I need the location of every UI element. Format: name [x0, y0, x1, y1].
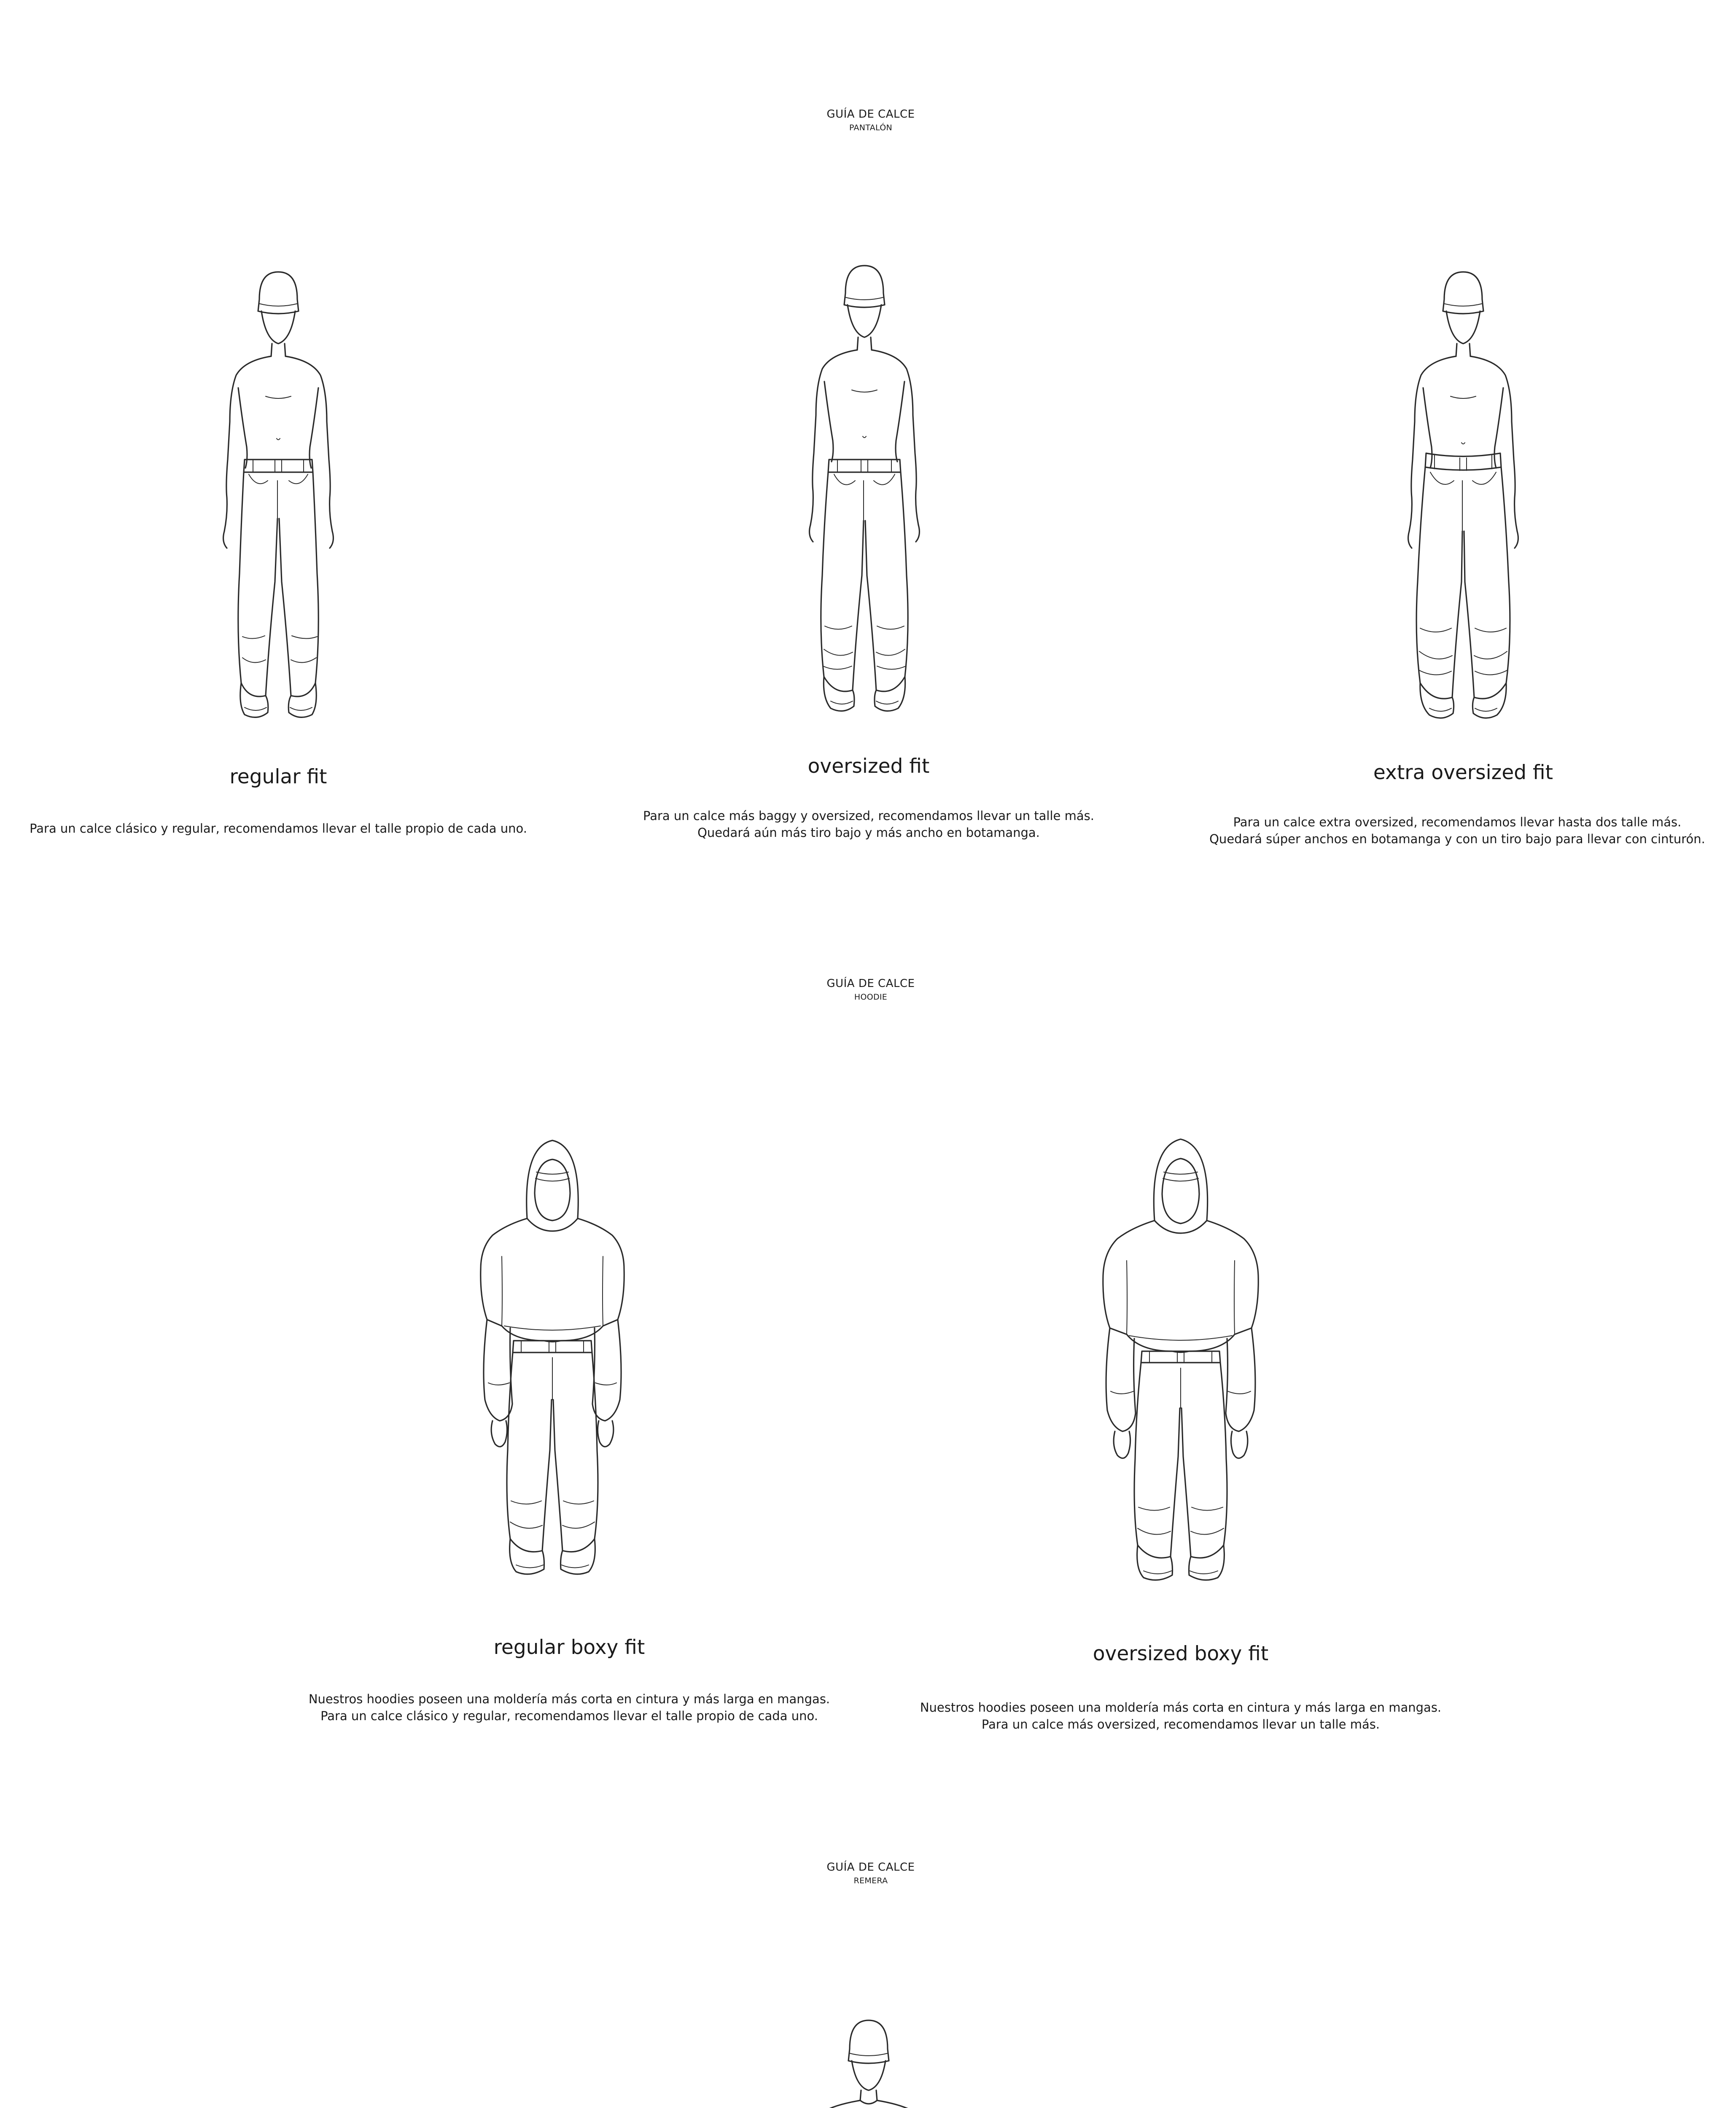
fit-description-regular-boxy-fit — [291, 1691, 848, 1724]
description-line: Nuestros hoodies poseen una moldería más corta en cintura y más larga en mangas. — [308, 1692, 830, 1706]
fit-description-regular-fit — [8, 820, 548, 837]
fit-label-extra-oversized-fit: extra oversized fit — [1373, 761, 1553, 784]
description-line: Para un calce extra oversized, recomendamos llevar hasta dos talle más. — [1233, 815, 1682, 829]
fit-description-oversized-boxy-fit — [902, 1699, 1459, 1733]
description-line: Quedará súper anchos en botamanga y con un tiro bajo para llevar con cinturón. — [1209, 832, 1705, 846]
figure-hoodie-oversized-boxy-fit — [1088, 1130, 1273, 1606]
figure-hoodie-regular-boxy-fit — [464, 1130, 641, 1602]
section-subtitle: REMERA — [853, 1876, 888, 1885]
section-title: GUÍA DE CALCE — [826, 977, 915, 990]
figure-tshirt-regular-fit — [784, 2011, 953, 2108]
section-subtitle: HOODIE — [854, 992, 888, 1002]
figure-pants-oversized-fit — [789, 255, 940, 723]
fit-label-regular-fit: regular fit — [229, 765, 327, 788]
description-line: Nuestros hoodies poseen una moldería más corta en cintura y más larga en mangas. — [920, 1700, 1442, 1715]
fit-label-oversized-boxy-fit: oversized boxy fit — [1093, 1642, 1269, 1665]
section-title: GUÍA DE CALCE — [826, 1861, 915, 1874]
figure-pants-extra-oversized-fit — [1387, 261, 1539, 729]
fit-description-extra-oversized-fit — [1183, 814, 1731, 847]
description-line: Para un calce más oversized, recomendamos llevar un talle más. — [981, 1717, 1380, 1732]
fit-label-regular-boxy-fit: regular boxy fit — [493, 1636, 645, 1659]
section-header-pantalon — [723, 108, 1018, 132]
description-line: Para un calce clásico y regular, recomendamos llevar el talle propio de cada uno. — [30, 821, 527, 836]
section-subtitle: PANTALÓN — [849, 123, 893, 132]
section-header-hoodie — [723, 977, 1018, 1002]
fit-description-oversized-fit — [599, 807, 1138, 841]
description-line: Para un calce clásico y regular, recomendamos llevar el talle propio de cada uno. — [320, 1709, 818, 1723]
figure-pants-regular-fit — [202, 261, 354, 729]
section-header-remera — [723, 1861, 1018, 1885]
section-title: GUÍA DE CALCE — [826, 108, 915, 121]
description-line: Para un calce más baggy y oversized, recomendamos llevar un talle más. — [643, 809, 1094, 823]
description-line: Quedará aún más tiro bajo y más ancho en botamanga. — [697, 825, 1040, 840]
fit-label-oversized-fit: oversized fit — [807, 755, 930, 778]
